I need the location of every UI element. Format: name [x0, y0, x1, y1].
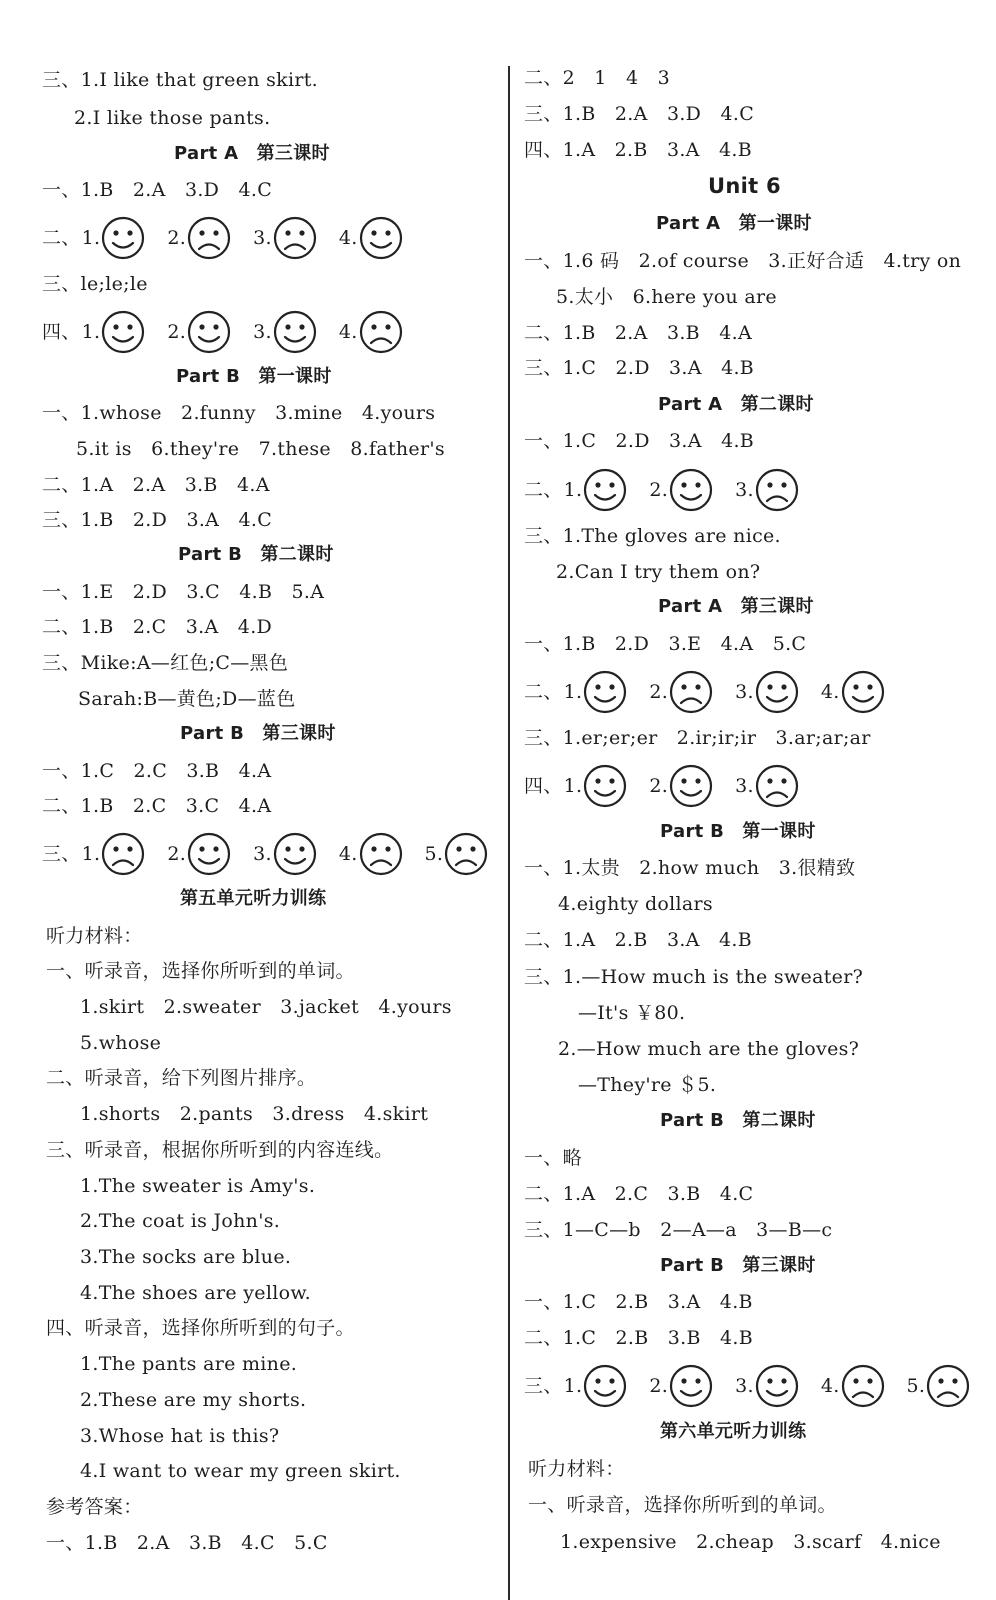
- happy-face-icon: [187, 310, 231, 354]
- face-number: 2.: [649, 479, 669, 501]
- face-row: [524, 1362, 992, 1410]
- answer-line: 四、听录音，选择你所听到的句子。: [46, 1317, 355, 1339]
- face-number: 3.: [253, 227, 272, 249]
- happy-face-icon: [273, 310, 317, 354]
- answer-line: 二、1.A 2.A 3.B 4.A: [42, 474, 270, 496]
- row-prefix: 二、: [524, 681, 563, 703]
- sad-face-icon: [359, 310, 403, 354]
- face-number: 2.: [649, 681, 669, 703]
- face-number: 2.: [167, 321, 187, 343]
- answer-line: 1.The pants are mine.: [80, 1353, 298, 1375]
- section-heading: 第六单元听力训练: [660, 1421, 807, 1442]
- happy-face-icon: [273, 832, 317, 876]
- answer-line: 三、le;le;le: [42, 273, 148, 295]
- face-number: 3.: [735, 681, 754, 703]
- answer-line: 二、听录音，给下列图片排序。: [46, 1067, 317, 1089]
- face-number: 4.: [820, 1375, 840, 1397]
- answer-line: 听力材料：: [46, 925, 143, 947]
- answer-line: 参考答案：: [46, 1496, 143, 1518]
- row-prefix: 二、: [524, 479, 563, 501]
- answer-line: 三、1.C 2.D 3.A 4.B: [524, 357, 755, 379]
- answer-line: 5.whose: [80, 1032, 162, 1054]
- answer-line: 一、1.B 2.A 3.B 4.C 5.C: [46, 1532, 328, 1554]
- face-number: 3.: [253, 321, 272, 343]
- face-number: 3.: [735, 775, 754, 797]
- row-prefix: 四、: [42, 321, 81, 343]
- answer-line: 1.expensive 2.cheap 3.scarf 4.nice: [560, 1531, 941, 1553]
- answer-line: 四、1.A 2.B 3.A 4.B: [524, 139, 752, 161]
- face-row: [42, 214, 425, 262]
- face-number: 2.: [167, 843, 187, 865]
- face-row: [42, 830, 510, 878]
- answer-line: 5.it is 6.they're 7.these 8.father's: [76, 438, 445, 460]
- happy-face-icon: [755, 670, 799, 714]
- face-number: 1.: [81, 843, 101, 865]
- answer-line: 4.I want to wear my green skirt.: [80, 1460, 401, 1482]
- section-heading: Part B 第一课时: [176, 366, 332, 387]
- face-row: [524, 762, 821, 810]
- sad-face-icon: [444, 832, 488, 876]
- answer-line: 三、1—C—b 2—A—a 3—B—c: [524, 1219, 833, 1241]
- unit-title: Unit 6: [708, 174, 781, 198]
- row-prefix: 四、: [524, 775, 563, 797]
- answer-line: 一、1.E 2.D 3.C 4.B 5.A: [42, 581, 325, 603]
- answer-line: 2.These are my shorts.: [80, 1389, 307, 1411]
- happy-face-icon: [583, 468, 627, 512]
- answer-line: 1.The sweater is Amy's.: [80, 1175, 316, 1197]
- answer-line: —They're ＄5.: [578, 1074, 717, 1096]
- section-heading: Part B 第二课时: [660, 1110, 816, 1131]
- happy-face-icon: [583, 1364, 627, 1408]
- happy-face-icon: [669, 468, 713, 512]
- face-row: [42, 308, 425, 356]
- answer-line: —It's ￥80.: [578, 1002, 686, 1024]
- face-number: 1.: [563, 1375, 583, 1397]
- face-number: 3.: [253, 843, 272, 865]
- answer-line: 一、听录音，选择你所听到的单词。: [528, 1494, 837, 1516]
- sad-face-icon: [841, 1364, 885, 1408]
- face-number: 4.: [338, 321, 358, 343]
- happy-face-icon: [669, 1364, 713, 1408]
- sad-face-icon: [755, 764, 799, 808]
- section-heading: Part B 第二课时: [178, 544, 334, 565]
- answer-line: 5.太小 6.here you are: [556, 286, 777, 308]
- answer-line: 听力材料：: [528, 1458, 625, 1480]
- happy-face-icon: [841, 670, 885, 714]
- section-heading: Part B 第三课时: [660, 1255, 816, 1276]
- answer-line: 二、1.A 2.C 3.B 4.C: [524, 1183, 754, 1205]
- answer-line: 一、略: [524, 1147, 582, 1169]
- answer-line: 三、1.The gloves are nice.: [524, 525, 781, 547]
- sad-face-icon: [187, 216, 231, 260]
- row-prefix: 三、: [42, 843, 81, 865]
- answer-line: 一、1.6 码 2.of course 3.正好合适 4.try on: [524, 250, 962, 272]
- sad-face-icon: [359, 832, 403, 876]
- happy-face-icon: [187, 832, 231, 876]
- row-prefix: 二、: [42, 227, 81, 249]
- answer-line: 一、听录音，选择你所听到的单词。: [46, 960, 355, 982]
- face-number: 4.: [820, 681, 840, 703]
- answer-line: 一、1.whose 2.funny 3.mine 4.yours: [42, 402, 436, 424]
- answer-line: 三、1.B 2.A 3.D 4.C: [524, 103, 755, 125]
- section-heading: Part A 第二课时: [658, 394, 814, 415]
- face-number: 4.: [338, 843, 358, 865]
- answer-line: 二、2 1 4 3: [524, 67, 671, 89]
- answer-line: 三、1.B 2.D 3.A 4.C: [42, 509, 273, 531]
- happy-face-icon: [359, 216, 403, 260]
- answer-line: 3.The socks are blue.: [80, 1246, 292, 1268]
- answer-line: 二、1.B 2.C 3.C 4.A: [42, 795, 272, 817]
- section-heading: Part A 第一课时: [656, 213, 812, 234]
- face-row: [524, 466, 821, 514]
- answer-line: 3.Whose hat is this?: [80, 1425, 280, 1447]
- answer-line: 1.shorts 2.pants 3.dress 4.skirt: [80, 1103, 429, 1125]
- answer-line: 4.eighty dollars: [558, 893, 713, 915]
- answer-line: 二、1.B 2.A 3.B 4.A: [524, 322, 752, 344]
- section-heading: Part B 第一课时: [660, 821, 816, 842]
- section-heading: Part A 第三课时: [658, 596, 814, 617]
- answer-line: 4.The shoes are yellow.: [80, 1282, 311, 1304]
- answer-line: 二、1.C 2.B 3.B 4.B: [524, 1327, 754, 1349]
- row-prefix: 三、: [524, 1375, 563, 1397]
- answer-line: 一、1.C 2.D 3.A 4.B: [524, 430, 755, 452]
- happy-face-icon: [755, 1364, 799, 1408]
- face-row: [524, 668, 907, 716]
- happy-face-icon: [669, 764, 713, 808]
- answer-line: Sarah:B—黄色;D—蓝色: [78, 688, 296, 710]
- sad-face-icon: [273, 216, 317, 260]
- answer-line: 一、1.太贵 2.how much 3.很精致: [524, 857, 856, 879]
- happy-face-icon: [101, 216, 145, 260]
- face-number: 5.: [424, 843, 444, 865]
- answer-line: 2.I like those pants.: [74, 107, 271, 129]
- answer-line: 三、1.er;er;er 2.ir;ir;ir 3.ar;ar;ar: [524, 727, 871, 749]
- answer-line: 三、1.—How much is the sweater?: [524, 966, 864, 988]
- sad-face-icon: [926, 1364, 970, 1408]
- section-heading: 第五单元听力训练: [180, 888, 327, 909]
- answer-line: 二、1.B 2.C 3.A 4.D: [42, 616, 273, 638]
- face-number: 3.: [735, 479, 754, 501]
- face-number: 3.: [735, 1375, 754, 1397]
- sad-face-icon: [101, 832, 145, 876]
- section-heading: Part B 第三课时: [180, 723, 336, 744]
- answer-line: 一、1.B 2.D 3.E 4.A 5.C: [524, 633, 807, 655]
- happy-face-icon: [583, 764, 627, 808]
- happy-face-icon: [101, 310, 145, 354]
- sad-face-icon: [755, 468, 799, 512]
- answer-line: 2.—How much are the gloves?: [558, 1038, 860, 1060]
- face-number: 1.: [563, 775, 583, 797]
- face-number: 1.: [81, 227, 101, 249]
- face-number: 2.: [649, 1375, 669, 1397]
- answer-line: 三、Mike:A—红色;C—黑色: [42, 652, 289, 674]
- answer-line: 二、1.A 2.B 3.A 4.B: [524, 929, 752, 951]
- answer-line: 一、1.C 2.C 3.B 4.A: [42, 760, 272, 782]
- face-number: 1.: [563, 479, 583, 501]
- answer-line: 2.Can I try them on?: [556, 561, 761, 583]
- face-number: 1.: [563, 681, 583, 703]
- answer-line: 三、1.I like that green skirt.: [42, 69, 319, 91]
- answer-line: 2.The coat is John's.: [80, 1210, 281, 1232]
- sad-face-icon: [669, 670, 713, 714]
- answer-line: 三、听录音，根据你所听到的内容连线。: [46, 1139, 394, 1161]
- answer-line: 一、1.C 2.B 3.A 4.B: [524, 1291, 753, 1313]
- answer-line: 一、1.B 2.A 3.D 4.C: [42, 179, 273, 201]
- face-number: 1.: [81, 321, 101, 343]
- face-number: 5.: [906, 1375, 926, 1397]
- face-number: 4.: [338, 227, 358, 249]
- face-number: 2.: [167, 227, 187, 249]
- section-heading: Part A 第三课时: [174, 143, 330, 164]
- happy-face-icon: [583, 670, 627, 714]
- answer-line: 1.skirt 2.sweater 3.jacket 4.yours: [80, 996, 452, 1018]
- face-number: 2.: [649, 775, 669, 797]
